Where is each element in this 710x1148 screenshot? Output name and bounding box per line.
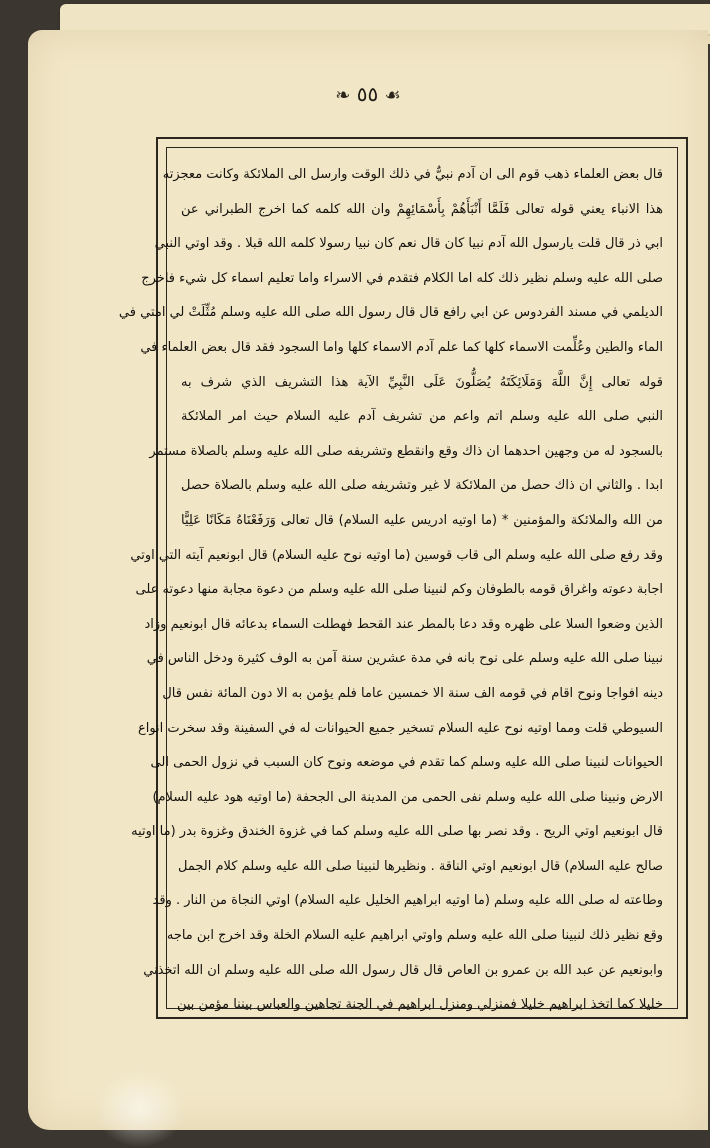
page-number: ٥٥: [356, 82, 379, 106]
text-line: دينه افواجا ونوح اقام في قومه الف سنة الا خمسين عاما فلم يؤمن به الا دون المائة نفس قال: [162, 685, 663, 701]
text-line: ابي ذر قال قلت يارسول الله آدم نبيا كان قال نعم كان نبيا رسولا كلمه الله قبلا . وقد اوتي النبي: [154, 236, 663, 252]
text-line: النبي صلى الله عليه وسلم اتم واعم من تشريف آدم عليه السلام حيث امر الملائكة: [181, 409, 663, 425]
text-line: قال بعض العلماء ذهب قوم الى ان آدم نبيٌّ في ذلك الوقت وارسل الى الملائكة وكانت معجزته: [162, 167, 663, 182]
text-line: ابدا . والثاني ان ذاك حصل من الملائكة لا غير وتشريفه صلى الله عليه وسلم بالصلاة حصل: [181, 478, 663, 494]
text-line: الماء والطين وعُلِّمت الاسماء كلها كما علم آدم الاسماء كلها واما السجود فقد قال بعض العلماء في: [140, 339, 663, 355]
page-header: [28, 82, 708, 106]
right-ornament-icon: ☙: [384, 85, 401, 106]
text-line: الذين وضعوا السلا على ظهره وقد دعا بالمطر عند القحط فهطلت السماء بدعائه قال ابونعيم وزاد: [144, 616, 663, 632]
text-line: خليلا كما اتخذ ابراهيم خليلا فمنزلي ومنزل ابراهيم في الجنة تجاهين والعباس بيننا مؤمن بين: [176, 997, 663, 1013]
text-line: بالسجود له من وجهين احدهما ان ذاك وقع وانقطع وتشريفه صلى الله عليه وسلم بالصلاة مستمر: [149, 443, 663, 459]
text-line: نبينا صلى الله عليه وسلم على نوح بانه في مدة عشرين سنة آمن به الوف كثيرة ودخل الناس في: [146, 651, 663, 667]
body-text: [118, 158, 663, 1013]
text-line: صلى الله عليه وسلم نظير ذلك كله اما الكلام فتقدم في الاسراء واما تعليم اسماء كل شيء فاخرج: [141, 270, 663, 286]
left-ornament-icon: ❧: [335, 85, 351, 106]
book-page: [28, 30, 708, 1130]
paper-stain: [94, 1070, 186, 1148]
text-line: الحيوانات لنبينا صلى الله عليه وسلم كما تقدم في موضعه ونوح كان السبب في نزول الحمى الى: [150, 755, 663, 771]
text-line: صالح عليه السلام) قال ابونعيم اوتي الناقة . ونظيرها لنبينا صلى الله عليه وسلم كلام الجمل: [178, 858, 663, 874]
text-line: السيوطي قلت ومما اوتيه نوح عليه السلام تسخير جميع الحيوانات له في السفينة وقد سخرت انواع: [137, 720, 663, 736]
text-line: من الله والملائكة والمؤمنين * (ما اوتيه ادريس عليه السلام) قال تعالى وَرَفَعْنَاهُ مَكَانًا عَلِيًّا: [181, 512, 663, 528]
text-line: الديلمي في مسند الفردوس عن ابي رافع قال قال رسول الله صلى الله عليه وسلم مُثِّلَتْ لي امتي في: [118, 305, 663, 321]
text-line: قال ابونعيم اوتي الريح . وقد نصر بها صلى الله عليه وسلم كما في غزوة الخندق وغزوة بدر (ما اوتيه: [131, 824, 663, 840]
text-line: وقد رفع صلى الله عليه وسلم الى قاب قوسين (ما اوتيه نوح عليه السلام) قال ابونعيم آيته التي اوتي: [130, 547, 663, 563]
text-line: هذا الانباء يعني قوله تعالى فَلَمَّا أَنْبَأَهُمْ بِأَسْمَائِهِمْ وان الله كلمه كما اخرج الطبراني عن: [181, 201, 663, 217]
text-line: اجابة دعوته واغراق قومه بالطوفان وكم لنبينا صلى الله عليه وسلم من دعوة مجابة منها دعوته على: [135, 582, 663, 598]
text-frame-outer-border: [118, 137, 688, 1019]
text-line: قوله تعالى إِنَّ اللَّهَ وَمَلَائِكَتَهُ يُصَلُّونَ عَلَى النَّبِيِّ الآية هذا التشريف الذي شرف به: [181, 374, 663, 390]
text-line: وطاعته له صلى الله عليه وسلم (ما اوتيه ابراهيم الخليل عليه السلام) اوتي النجاة من النار . وقد: [152, 893, 663, 909]
text-line: الارض ونبينا صلى الله عليه وسلم نفى الحمى من المدينة الى الجحفة (ما اوتيه هود عليه السلام): [152, 789, 663, 805]
text-line: وقع نظير ذلك لنبينا صلى الله عليه وسلم واوتي ابراهيم عليه السلام الخلة وقد اخرج ابن ماجه: [166, 928, 663, 944]
text-line: وابونعيم عن عبد الله بن عمرو بن العاص قال قال رسول الله صلى الله عليه وسلم ان الله اتخذني: [143, 962, 663, 978]
text-frame-inner-border: [118, 147, 678, 1013]
